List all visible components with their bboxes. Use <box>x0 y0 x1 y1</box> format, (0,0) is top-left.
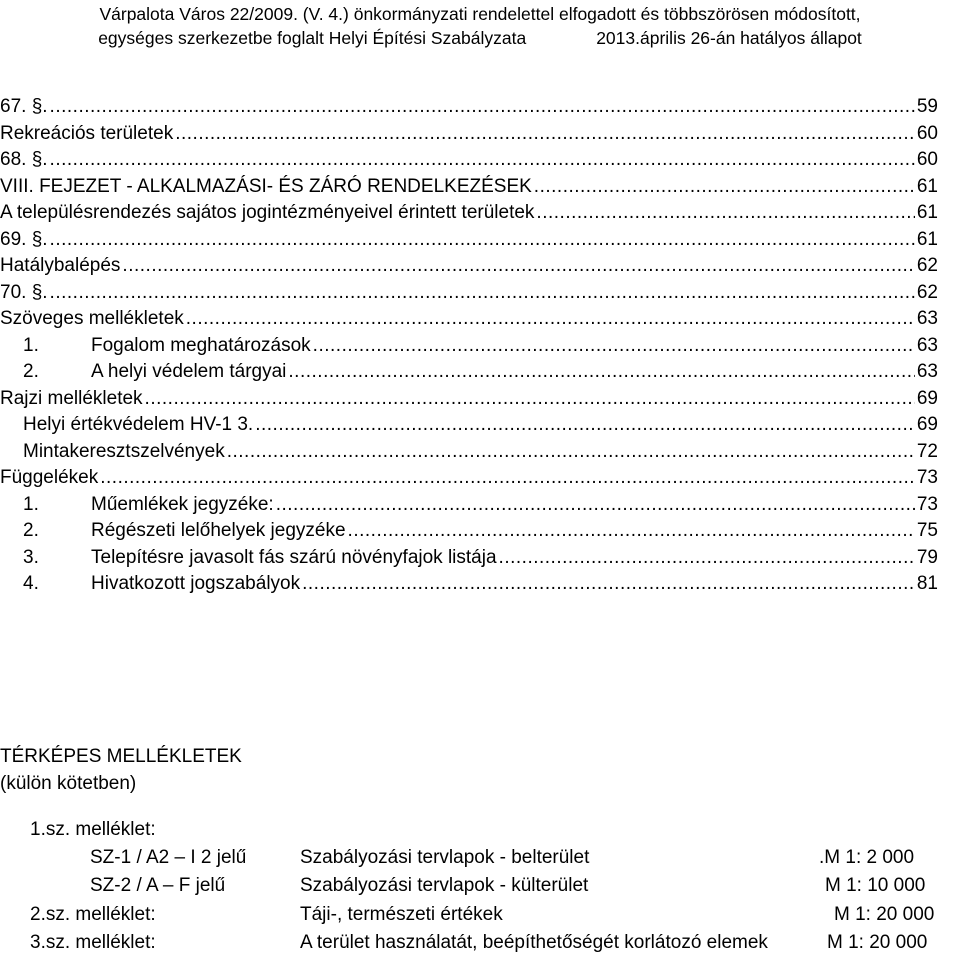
toc-entry[interactable] <box>0 94 938 121</box>
toc-entry-number: 2. <box>23 361 39 382</box>
header-effective-date: 2013.április 26-án hatályos állapot <box>596 28 862 48</box>
toc-dot-leader <box>534 174 915 201</box>
toc-dot-leader <box>50 280 915 307</box>
toc-entry-page-number: 63 <box>916 361 938 382</box>
map-annexes-subtitle: (külön kötetben) <box>0 773 137 794</box>
annex-code: SZ-2 / A – F jelű <box>90 875 226 896</box>
toc-entry[interactable] <box>0 280 938 307</box>
toc-entry-page-number: 59 <box>916 96 938 117</box>
toc-entry[interactable] <box>0 545 938 572</box>
toc-entry-title: 69. §. <box>0 228 48 250</box>
toc-entry-page-number: 81 <box>916 573 938 594</box>
toc-entry-title: Mintakeresztszelvények <box>23 440 225 462</box>
toc-dot-leader <box>122 253 914 280</box>
toc-dot-leader <box>100 465 915 492</box>
toc-entry-page-number: 63 <box>916 334 938 356</box>
toc-entry-title: Hatálybalépés <box>0 255 121 276</box>
header-line-2 <box>0 26 960 50</box>
toc-entry-title: A településrendezés sajátos jogintézményeivel érintett területek <box>0 202 535 223</box>
toc-dot-leader <box>536 200 914 227</box>
toc-entry-page-number: 73 <box>916 467 938 488</box>
toc-entry-page-number: 75 <box>916 520 938 541</box>
toc-entry-title: Rajzi mellékletek <box>0 387 143 409</box>
toc-dot-leader <box>302 571 915 598</box>
annex-scale: M 1: 10 000 <box>825 875 926 896</box>
toc-dot-leader <box>186 306 915 333</box>
toc-entry[interactable] <box>0 174 938 201</box>
toc-dot-leader <box>313 333 915 360</box>
toc-dot-leader <box>499 545 915 572</box>
toc-dot-leader <box>348 518 915 545</box>
toc-entry-title: Műemlékek jegyzéke: <box>91 493 274 515</box>
toc-entry-number: 1. <box>23 493 39 515</box>
annex-scale: M 1: 20 000 <box>827 932 928 953</box>
toc-entry-number: 4. <box>23 573 39 594</box>
toc-entry-page-number: 60 <box>916 149 938 170</box>
toc-entry-page-number: 79 <box>916 546 938 568</box>
toc-entry[interactable] <box>0 465 938 492</box>
toc-entry-title: 68. §. <box>0 149 48 170</box>
toc-entry-title: Függelékek <box>0 467 99 488</box>
toc-entry-page-number: 62 <box>916 281 938 303</box>
annex-1-label: 1.sz. melléklet: <box>30 819 156 840</box>
toc-entry[interactable] <box>0 386 938 413</box>
toc-entry-number: 2. <box>23 520 39 541</box>
toc-entry-page-number: 60 <box>916 122 938 144</box>
annex-description: A terület használatát, beépíthetőségét korlátozó elemek <box>300 932 768 953</box>
toc-entry[interactable] <box>0 571 938 598</box>
toc-dot-leader <box>50 94 915 121</box>
toc-dot-leader <box>50 227 915 254</box>
toc-entry-page-number: 72 <box>916 440 938 462</box>
toc-entry[interactable] <box>0 518 938 545</box>
toc-entry-page-number: 61 <box>916 175 938 197</box>
annex-code: SZ-1 / A2 – I 2 jelű <box>90 847 247 868</box>
toc-entry[interactable] <box>0 200 938 227</box>
toc-entry[interactable] <box>0 439 938 466</box>
toc-entry[interactable] <box>0 333 938 360</box>
toc-entry-title: A helyi védelem tárgyai <box>91 361 287 382</box>
toc-entry-page-number: 73 <box>916 493 938 515</box>
table-of-contents <box>0 94 938 598</box>
toc-dot-leader <box>50 147 915 174</box>
toc-entry-title: Rekreációs területek <box>0 122 174 144</box>
toc-entry[interactable] <box>0 359 938 386</box>
annex-description: Szabályozási tervlapok - külterület <box>300 875 589 896</box>
toc-entry[interactable] <box>0 121 938 148</box>
toc-entry-page-number: 61 <box>916 228 938 250</box>
annex-code: 3.sz. melléklet: <box>30 932 156 953</box>
toc-dot-leader <box>145 386 915 413</box>
toc-entry[interactable] <box>0 306 938 333</box>
toc-entry-page-number: 63 <box>916 308 938 329</box>
header-document-name: egységes szerkezetbe foglalt Helyi Építési Szabályzata <box>98 28 527 48</box>
annex-scale: .M 1: 2 000 <box>819 847 915 868</box>
toc-entry-title: 70. §. <box>0 281 48 303</box>
annex-code: 2.sz. melléklet: <box>30 904 156 925</box>
annex-scale: M 1: 20 000 <box>834 904 935 925</box>
toc-entry-title: Hivatkozott jogszabályok <box>91 573 301 594</box>
toc-entry-page-number: 62 <box>916 255 938 276</box>
toc-entry-title: Fogalom meghatározások <box>91 334 311 356</box>
toc-entry[interactable] <box>0 492 938 519</box>
toc-dot-leader <box>288 359 914 386</box>
toc-entry-page-number: 69 <box>916 387 938 409</box>
toc-entry[interactable] <box>0 412 938 439</box>
toc-entry-title: VIII. FEJEZET - ALKALMAZÁSI- ÉS ZÁRÓ RENDELKEZÉSEK <box>0 175 532 197</box>
toc-dot-leader <box>276 492 915 519</box>
annex-description: Szabályozási tervlapok - belterület <box>300 847 590 868</box>
toc-entry-title: Helyi értékvédelem HV-1 3. <box>23 414 254 435</box>
annex-description: Táji-, természeti értékek <box>300 904 503 925</box>
toc-entry[interactable] <box>0 147 938 174</box>
toc-entry[interactable] <box>0 227 938 254</box>
toc-entry-page-number: 69 <box>916 414 938 435</box>
toc-entry-title: Régészeti lelőhelyek jegyzéke <box>91 520 346 541</box>
page-header <box>0 0 960 51</box>
toc-dot-leader <box>175 121 915 148</box>
toc-entry[interactable] <box>0 253 938 280</box>
header-line-1: Várpalota Város 22/2009. (V. 4.) önkormányzati rendelettel elfogadott és többszörösen módosított, <box>99 4 861 24</box>
toc-entry-title: Telepítésre javasolt fás szárú növényfajok listája <box>91 546 497 568</box>
toc-entry-number: 1. <box>23 334 39 356</box>
toc-dot-leader <box>255 412 915 439</box>
toc-entry-title: 67. §. <box>0 96 48 117</box>
toc-dot-leader <box>227 439 915 466</box>
toc-entry-title: Szöveges mellékletek <box>0 308 184 329</box>
toc-entry-number: 3. <box>23 546 39 568</box>
toc-entry-page-number: 61 <box>916 202 938 223</box>
map-annexes-title: TÉRKÉPES MELLÉKLETEK <box>0 746 242 767</box>
